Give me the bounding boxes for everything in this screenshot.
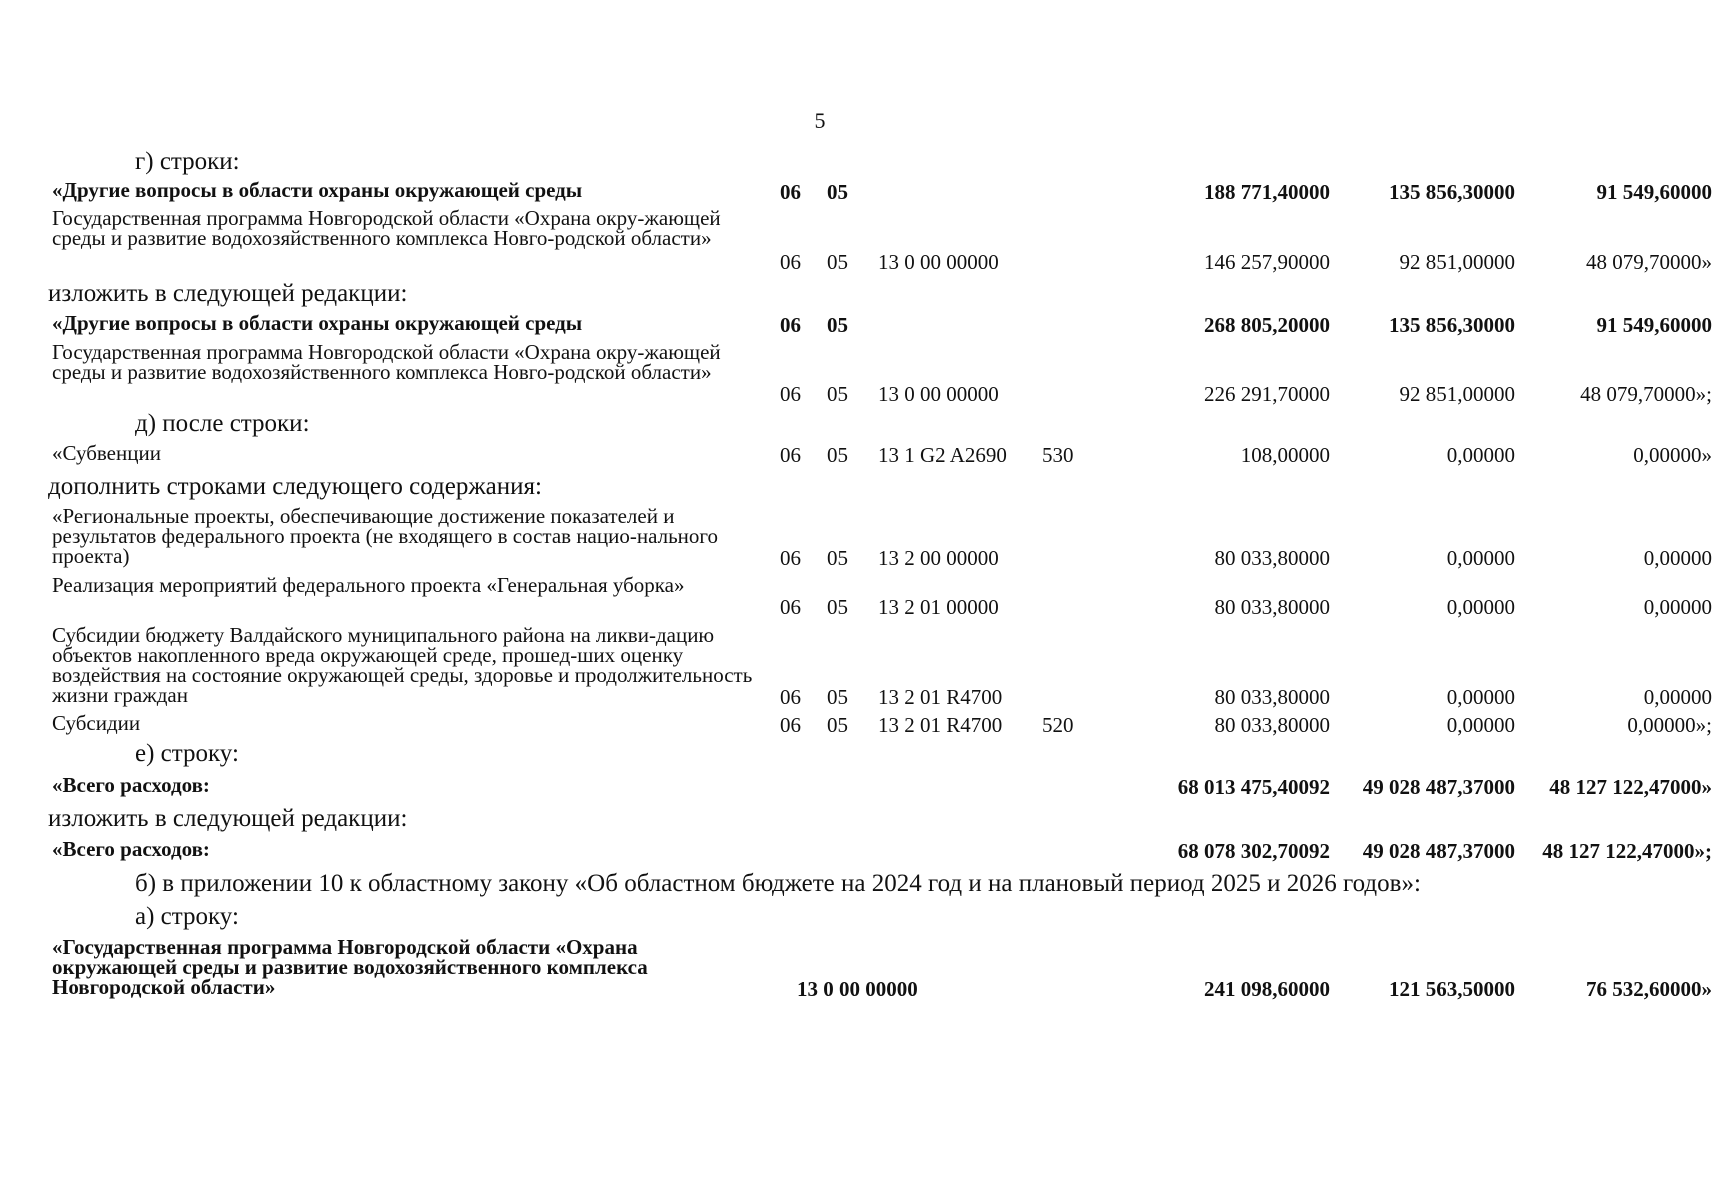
row-description: «Другие вопросы в области охраны окружающей среды — [52, 311, 583, 335]
row-sum-2026: 0,00000 — [1643, 685, 1712, 709]
row-section: 06 — [780, 250, 801, 274]
row-sum-2024: 241 098,60000 — [1204, 977, 1330, 1001]
table-row — [52, 837, 1712, 865]
row-expense-type: 530 — [1042, 443, 1074, 467]
row-section: 06 — [780, 713, 801, 737]
table-row — [52, 573, 1712, 619]
row-sum-2024: 68 013 475,40092 — [1177, 775, 1330, 799]
row-sum-2025: 49 028 487,37000 — [1362, 839, 1515, 863]
row-sum-2025: 49 028 487,37000 — [1362, 775, 1515, 799]
row-expense-type: 520 — [1042, 713, 1074, 737]
row-sum-2024: 226 291,70000 — [1204, 382, 1330, 406]
row-section: 06 — [780, 382, 801, 406]
row-sum-2026: 48 127 122,47000» — [1549, 775, 1712, 799]
row-description: «Другие вопросы в области охраны окружающей среды — [52, 178, 583, 202]
heading-e: е) строку: — [135, 740, 239, 767]
row-sum-2026: 91 549,60000 — [1596, 180, 1712, 204]
row-subsection: 05 — [827, 250, 848, 274]
row-description: «Субвенции — [52, 441, 161, 465]
row-target-code: 13 1 G2 A2690 — [878, 443, 1007, 467]
row-description: Государственная программа Новгородской области «Охрана окру-жающей среды и развитие водохозяйственного комплекса Новго-родской области» — [52, 206, 721, 250]
table-row — [52, 441, 1712, 469]
row-sum-2024: 80 033,80000 — [1214, 713, 1330, 737]
row-sum-2026: 76 532,60000» — [1586, 977, 1712, 1001]
row-target-code: 13 2 01 00000 — [878, 595, 999, 619]
row-sum-2024: 68 078 302,70092 — [1177, 839, 1330, 863]
heading-g: г) строки: — [135, 148, 240, 175]
row-sum-2025: 0,00000 — [1446, 595, 1515, 619]
row-sum-2024: 108,00000 — [1240, 443, 1330, 467]
row-sum-2025: 135 856,30000 — [1389, 313, 1515, 337]
row-sum-2026: 48 127 122,47000»; — [1542, 839, 1712, 863]
row-subsection: 05 — [827, 546, 848, 570]
row-subsection: 05 — [827, 313, 848, 337]
row-sum-2024: 268 805,20000 — [1204, 313, 1330, 337]
row-sum-2026: 48 079,70000»; — [1580, 382, 1712, 406]
heading-e2: изложить в следующей редакции: — [48, 805, 408, 832]
row-description: Государственная программа Новгородской области «Охрана окру-жающей среды и развитие водохозяйственного комплекса Новго-родской области» — [52, 340, 721, 384]
table-row — [52, 935, 1712, 1001]
row-target-code: 13 2 01 R4700 — [878, 713, 1003, 737]
row-sum-2024: 80 033,80000 — [1214, 685, 1330, 709]
row-section: 06 — [780, 685, 801, 709]
table-row — [52, 340, 1712, 406]
row-sum-2025: 121 563,50000 — [1389, 977, 1515, 1001]
row-sum-2024: 80 033,80000 — [1214, 546, 1330, 570]
row-target-code: 13 0 00 00000 — [797, 977, 918, 1001]
row-sum-2026: 0,00000» — [1633, 443, 1712, 467]
row-section: 06 — [780, 595, 801, 619]
heading-g2: изложить в следующей редакции: — [48, 280, 408, 307]
row-subsection: 05 — [827, 685, 848, 709]
row-description: Реализация мероприятий федерального проекта «Генеральная уборка» — [52, 573, 685, 597]
row-description: «Всего расходов: — [52, 773, 210, 797]
row-sum-2026: 0,00000 — [1643, 546, 1712, 570]
table-row — [52, 623, 1712, 709]
page-number: 5 — [814, 108, 826, 133]
row-sum-2026: 48 079,70000» — [1586, 250, 1712, 274]
table-row — [52, 178, 1712, 206]
table-row — [52, 206, 1712, 274]
row-description: «Всего расходов: — [52, 837, 210, 861]
row-subsection: 05 — [827, 713, 848, 737]
heading-b: б) в приложении 10 к областному закону «Об областном бюджете на 2024 год и на плановый период 2025 и 2026 годов»: — [135, 870, 1421, 897]
table-row — [52, 504, 1712, 570]
row-sum-2024: 80 033,80000 — [1214, 595, 1330, 619]
row-sum-2025: 0,00000 — [1446, 713, 1515, 737]
row-section: 06 — [780, 443, 801, 467]
row-description: Субсидии — [52, 711, 141, 735]
table-row — [52, 773, 1712, 801]
row-subsection: 05 — [827, 180, 848, 204]
row-sum-2025: 135 856,30000 — [1389, 180, 1515, 204]
heading-a: а) строку: — [135, 903, 239, 930]
table-row — [52, 311, 1712, 339]
row-subsection: 05 — [827, 595, 848, 619]
row-target-code: 13 2 01 R4700 — [878, 685, 1003, 709]
row-sum-2026: 91 549,60000 — [1596, 313, 1712, 337]
row-sum-2025: 92 851,00000 — [1399, 250, 1515, 274]
row-sum-2025: 92 851,00000 — [1399, 382, 1515, 406]
heading-d: д) после строки: — [135, 410, 310, 437]
row-sum-2025: 0,00000 — [1446, 443, 1515, 467]
row-section: 06 — [780, 180, 801, 204]
row-description: Субсидии бюджету Валдайского муниципального района на ликви-дацию объектов накопленного вреда окружающей среде, прошед-ших оценку воздействия на состояние окружающей среды, здоровье и продолжительность жизни граждан — [52, 623, 753, 707]
row-sum-2025: 0,00000 — [1446, 546, 1515, 570]
row-sum-2026: 0,00000»; — [1627, 713, 1712, 737]
row-target-code: 13 0 00 00000 — [878, 382, 999, 406]
row-sum-2025: 0,00000 — [1446, 685, 1515, 709]
row-sum-2026: 0,00000 — [1643, 595, 1712, 619]
heading-d2: дополнить строками следующего содержания: — [48, 473, 542, 500]
row-description: «Региональные проекты, обеспечивающие достижение показателей и результатов федерального проекта (не входящего в состав нацио-нального проекта) — [52, 504, 718, 568]
row-sum-2024: 188 771,40000 — [1204, 180, 1330, 204]
row-description: «Государственная программа Новгородской области «Охрана окружающей среды и развитие водохозяйственного комплекса Новгородской области» — [52, 935, 648, 999]
row-sum-2024: 146 257,90000 — [1204, 250, 1330, 274]
row-subsection: 05 — [827, 443, 848, 467]
row-subsection: 05 — [827, 382, 848, 406]
row-section: 06 — [780, 313, 801, 337]
row-target-code: 13 0 00 00000 — [878, 250, 999, 274]
row-target-code: 13 2 00 00000 — [878, 546, 999, 570]
row-section: 06 — [780, 546, 801, 570]
table-row — [52, 711, 1712, 739]
